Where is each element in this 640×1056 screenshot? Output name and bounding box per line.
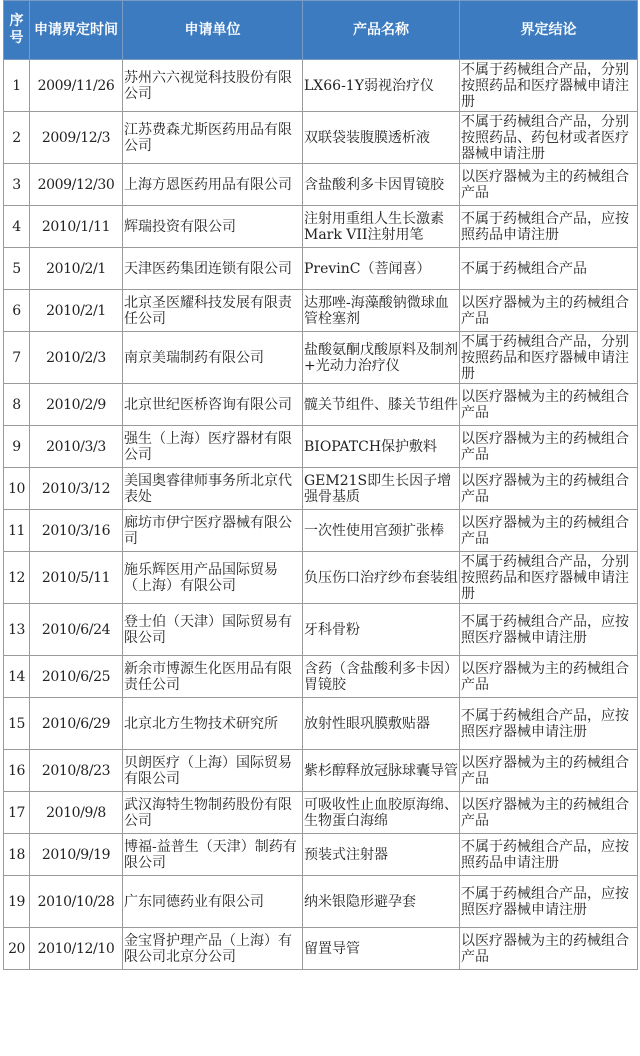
application-date: 2009/12/3 [30, 112, 123, 164]
applicant-unit: 武汉海特生物制药股份有限公司 [123, 792, 303, 834]
row-number: 10 [4, 468, 30, 510]
application-date: 2010/9/8 [30, 792, 123, 834]
applicant-unit: 新余市博源生化医用品有限责任公司 [123, 656, 303, 698]
application-date: 2010/3/3 [30, 426, 123, 468]
classification-result: 以医疗器械为主的药械组合产品 [460, 426, 638, 468]
classification-result: 以医疗器械为主的药械组合产品 [460, 164, 638, 206]
applicant-unit: 北京世纪医桥咨询有限公司 [123, 384, 303, 426]
applicant-unit: 江苏费森尤斯医药用品有限公司 [123, 112, 303, 164]
product-name: PrevinC（菩闻喜） [303, 248, 460, 290]
classification-result: 以医疗器械为主的药械组合产品 [460, 510, 638, 552]
application-date: 2010/2/1 [30, 290, 123, 332]
product-name: GEM21S即生长因子增强骨基质 [303, 468, 460, 510]
classification-result: 不属于药械组合产品，分别按照药品和医疗器械申请注册 [460, 60, 638, 112]
table-row [4, 928, 638, 970]
applicant-unit: 北京圣医耀科技发展有限责任公司 [123, 290, 303, 332]
application-date: 2010/3/12 [30, 468, 123, 510]
table-row [4, 206, 638, 248]
application-date: 2010/9/19 [30, 834, 123, 876]
classification-result: 不属于药械组合产品，分别按照药品和医疗器械申请注册 [460, 552, 638, 604]
application-date: 2010/2/9 [30, 384, 123, 426]
applicant-unit: 美国奥睿律师事务所北京代表处 [123, 468, 303, 510]
classification-result: 不属于药械组合产品 [460, 248, 638, 290]
table-row [4, 750, 638, 792]
classification-result: 以医疗器械为主的药械组合产品 [460, 656, 638, 698]
row-number: 1 [4, 60, 30, 112]
application-date: 2010/6/25 [30, 656, 123, 698]
header-no: 序号 [4, 1, 30, 60]
table-row [4, 552, 638, 604]
classification-result: 不属于药械组合产品，分别按照药品、药包材或者医疗器械申请注册 [460, 112, 638, 164]
classification-result: 以医疗器械为主的药械组合产品 [460, 750, 638, 792]
row-number: 9 [4, 426, 30, 468]
applicant-unit: 贝朗医疗（上海）国际贸易有限公司 [123, 750, 303, 792]
row-number: 5 [4, 248, 30, 290]
table-row [4, 656, 638, 698]
product-name: 髋关节组件、膝关节组件 [303, 384, 460, 426]
product-name: 含盐酸利多卡因胃镜胶 [303, 164, 460, 206]
table-row [4, 384, 638, 426]
applicant-unit: 北京北方生物技术研究所 [123, 698, 303, 750]
header-product: 产品名称 [303, 1, 460, 60]
row-number: 7 [4, 332, 30, 384]
product-name: 紫杉醇释放冠脉球囊导管 [303, 750, 460, 792]
header-result: 界定结论 [460, 1, 638, 60]
applicant-unit: 南京美瑞制药有限公司 [123, 332, 303, 384]
table-row [4, 468, 638, 510]
row-number: 18 [4, 834, 30, 876]
application-date: 2010/8/23 [30, 750, 123, 792]
row-number: 3 [4, 164, 30, 206]
row-number: 4 [4, 206, 30, 248]
table-row [4, 792, 638, 834]
row-number: 16 [4, 750, 30, 792]
row-number: 14 [4, 656, 30, 698]
product-name: 预装式注射器 [303, 834, 460, 876]
applicant-unit: 上海方恩医药用品有限公司 [123, 164, 303, 206]
product-name: 注射用重组人生长激素Mark VII注射用笔 [303, 206, 460, 248]
classification-result: 以医疗器械为主的药械组合产品 [460, 384, 638, 426]
application-date: 2010/6/24 [30, 604, 123, 656]
application-date: 2010/6/29 [30, 698, 123, 750]
row-number: 17 [4, 792, 30, 834]
application-date: 2009/12/30 [30, 164, 123, 206]
application-date: 2010/2/3 [30, 332, 123, 384]
table-row [4, 164, 638, 206]
classification-result: 不属于药械组合产品，应按照医疗器械申请注册 [460, 604, 638, 656]
table-row [4, 604, 638, 656]
applicant-unit: 苏州六六视觉科技股份有限公司 [123, 60, 303, 112]
applicant-unit: 天津医药集团连锁有限公司 [123, 248, 303, 290]
product-name: 纳米银隐形避孕套 [303, 876, 460, 928]
classification-result: 以医疗器械为主的药械组合产品 [460, 792, 638, 834]
product-name: 含药（含盐酸利多卡因）胃镜胶 [303, 656, 460, 698]
application-date: 2010/5/11 [30, 552, 123, 604]
row-number: 15 [4, 698, 30, 750]
table-row [4, 60, 638, 112]
row-number: 8 [4, 384, 30, 426]
table-row [4, 290, 638, 332]
row-number: 19 [4, 876, 30, 928]
table-row [4, 248, 638, 290]
classification-result: 不属于药械组合产品，分别按照药品和医疗器械申请注册 [460, 332, 638, 384]
product-name: 放射性眼巩膜敷贴器 [303, 698, 460, 750]
classification-result: 以医疗器械为主的药械组合产品 [460, 928, 638, 970]
product-name: 留置导管 [303, 928, 460, 970]
table-body [4, 60, 638, 970]
classification-table [3, 0, 638, 970]
application-date: 2010/10/28 [30, 876, 123, 928]
applicant-unit: 金宝肾护理产品（上海）有限公司北京分公司 [123, 928, 303, 970]
row-number: 12 [4, 552, 30, 604]
table-row [4, 698, 638, 750]
applicant-unit: 博福-益普生（天津）制药有限公司 [123, 834, 303, 876]
applicant-unit: 登士伯（天津）国际贸易有限公司 [123, 604, 303, 656]
table-row [4, 834, 638, 876]
header-unit: 申请单位 [123, 1, 303, 60]
application-date: 2010/3/16 [30, 510, 123, 552]
application-date: 2010/12/10 [30, 928, 123, 970]
application-date: 2010/1/11 [30, 206, 123, 248]
table-row [4, 876, 638, 928]
applicant-unit: 施乐辉医用产品国际贸易（上海）有限公司 [123, 552, 303, 604]
classification-result: 不属于药械组合产品，应按照医疗器械申请注册 [460, 876, 638, 928]
row-number: 2 [4, 112, 30, 164]
applicant-unit: 强生（上海）医疗器材有限公司 [123, 426, 303, 468]
product-name: 盐酸氨酮戊酸原料及制剂 +光动力治疗仪 [303, 332, 460, 384]
applicant-unit: 廊坊市伊宁医疗器械有限公司 [123, 510, 303, 552]
header-date: 申请界定时间 [30, 1, 123, 60]
application-date: 2009/11/26 [30, 60, 123, 112]
product-name: LX66-1Y弱视治疗仪 [303, 60, 460, 112]
classification-result: 不属于药械组合产品，应按照医疗器械申请注册 [460, 698, 638, 750]
product-name: 一次性使用宫颈扩张棒 [303, 510, 460, 552]
product-name: 可吸收性止血胶原海绵、生物蛋白海绵 [303, 792, 460, 834]
row-number: 13 [4, 604, 30, 656]
table-header-row [4, 1, 638, 60]
table-row [4, 332, 638, 384]
table-row [4, 510, 638, 552]
applicant-unit: 辉瑞投资有限公司 [123, 206, 303, 248]
application-date: 2010/2/1 [30, 248, 123, 290]
table-row [4, 112, 638, 164]
classification-result: 以医疗器械为主的药械组合产品 [460, 468, 638, 510]
classification-result: 不属于药械组合产品，应按照药品申请注册 [460, 206, 638, 248]
applicant-unit: 广东同德药业有限公司 [123, 876, 303, 928]
product-name: 达那唑-海藻酸钠微球血管栓塞剂 [303, 290, 460, 332]
row-number: 20 [4, 928, 30, 970]
product-name: 牙科骨粉 [303, 604, 460, 656]
product-name: 负压伤口治疗纱布套装组 [303, 552, 460, 604]
table-row [4, 426, 638, 468]
product-name: 双联袋装腹膜透析液 [303, 112, 460, 164]
product-name: BIOPATCH保护敷料 [303, 426, 460, 468]
classification-result: 不属于药械组合产品，应按照药品申请注册 [460, 834, 638, 876]
row-number: 11 [4, 510, 30, 552]
row-number: 6 [4, 290, 30, 332]
classification-result: 以医疗器械为主的药械组合产品 [460, 290, 638, 332]
